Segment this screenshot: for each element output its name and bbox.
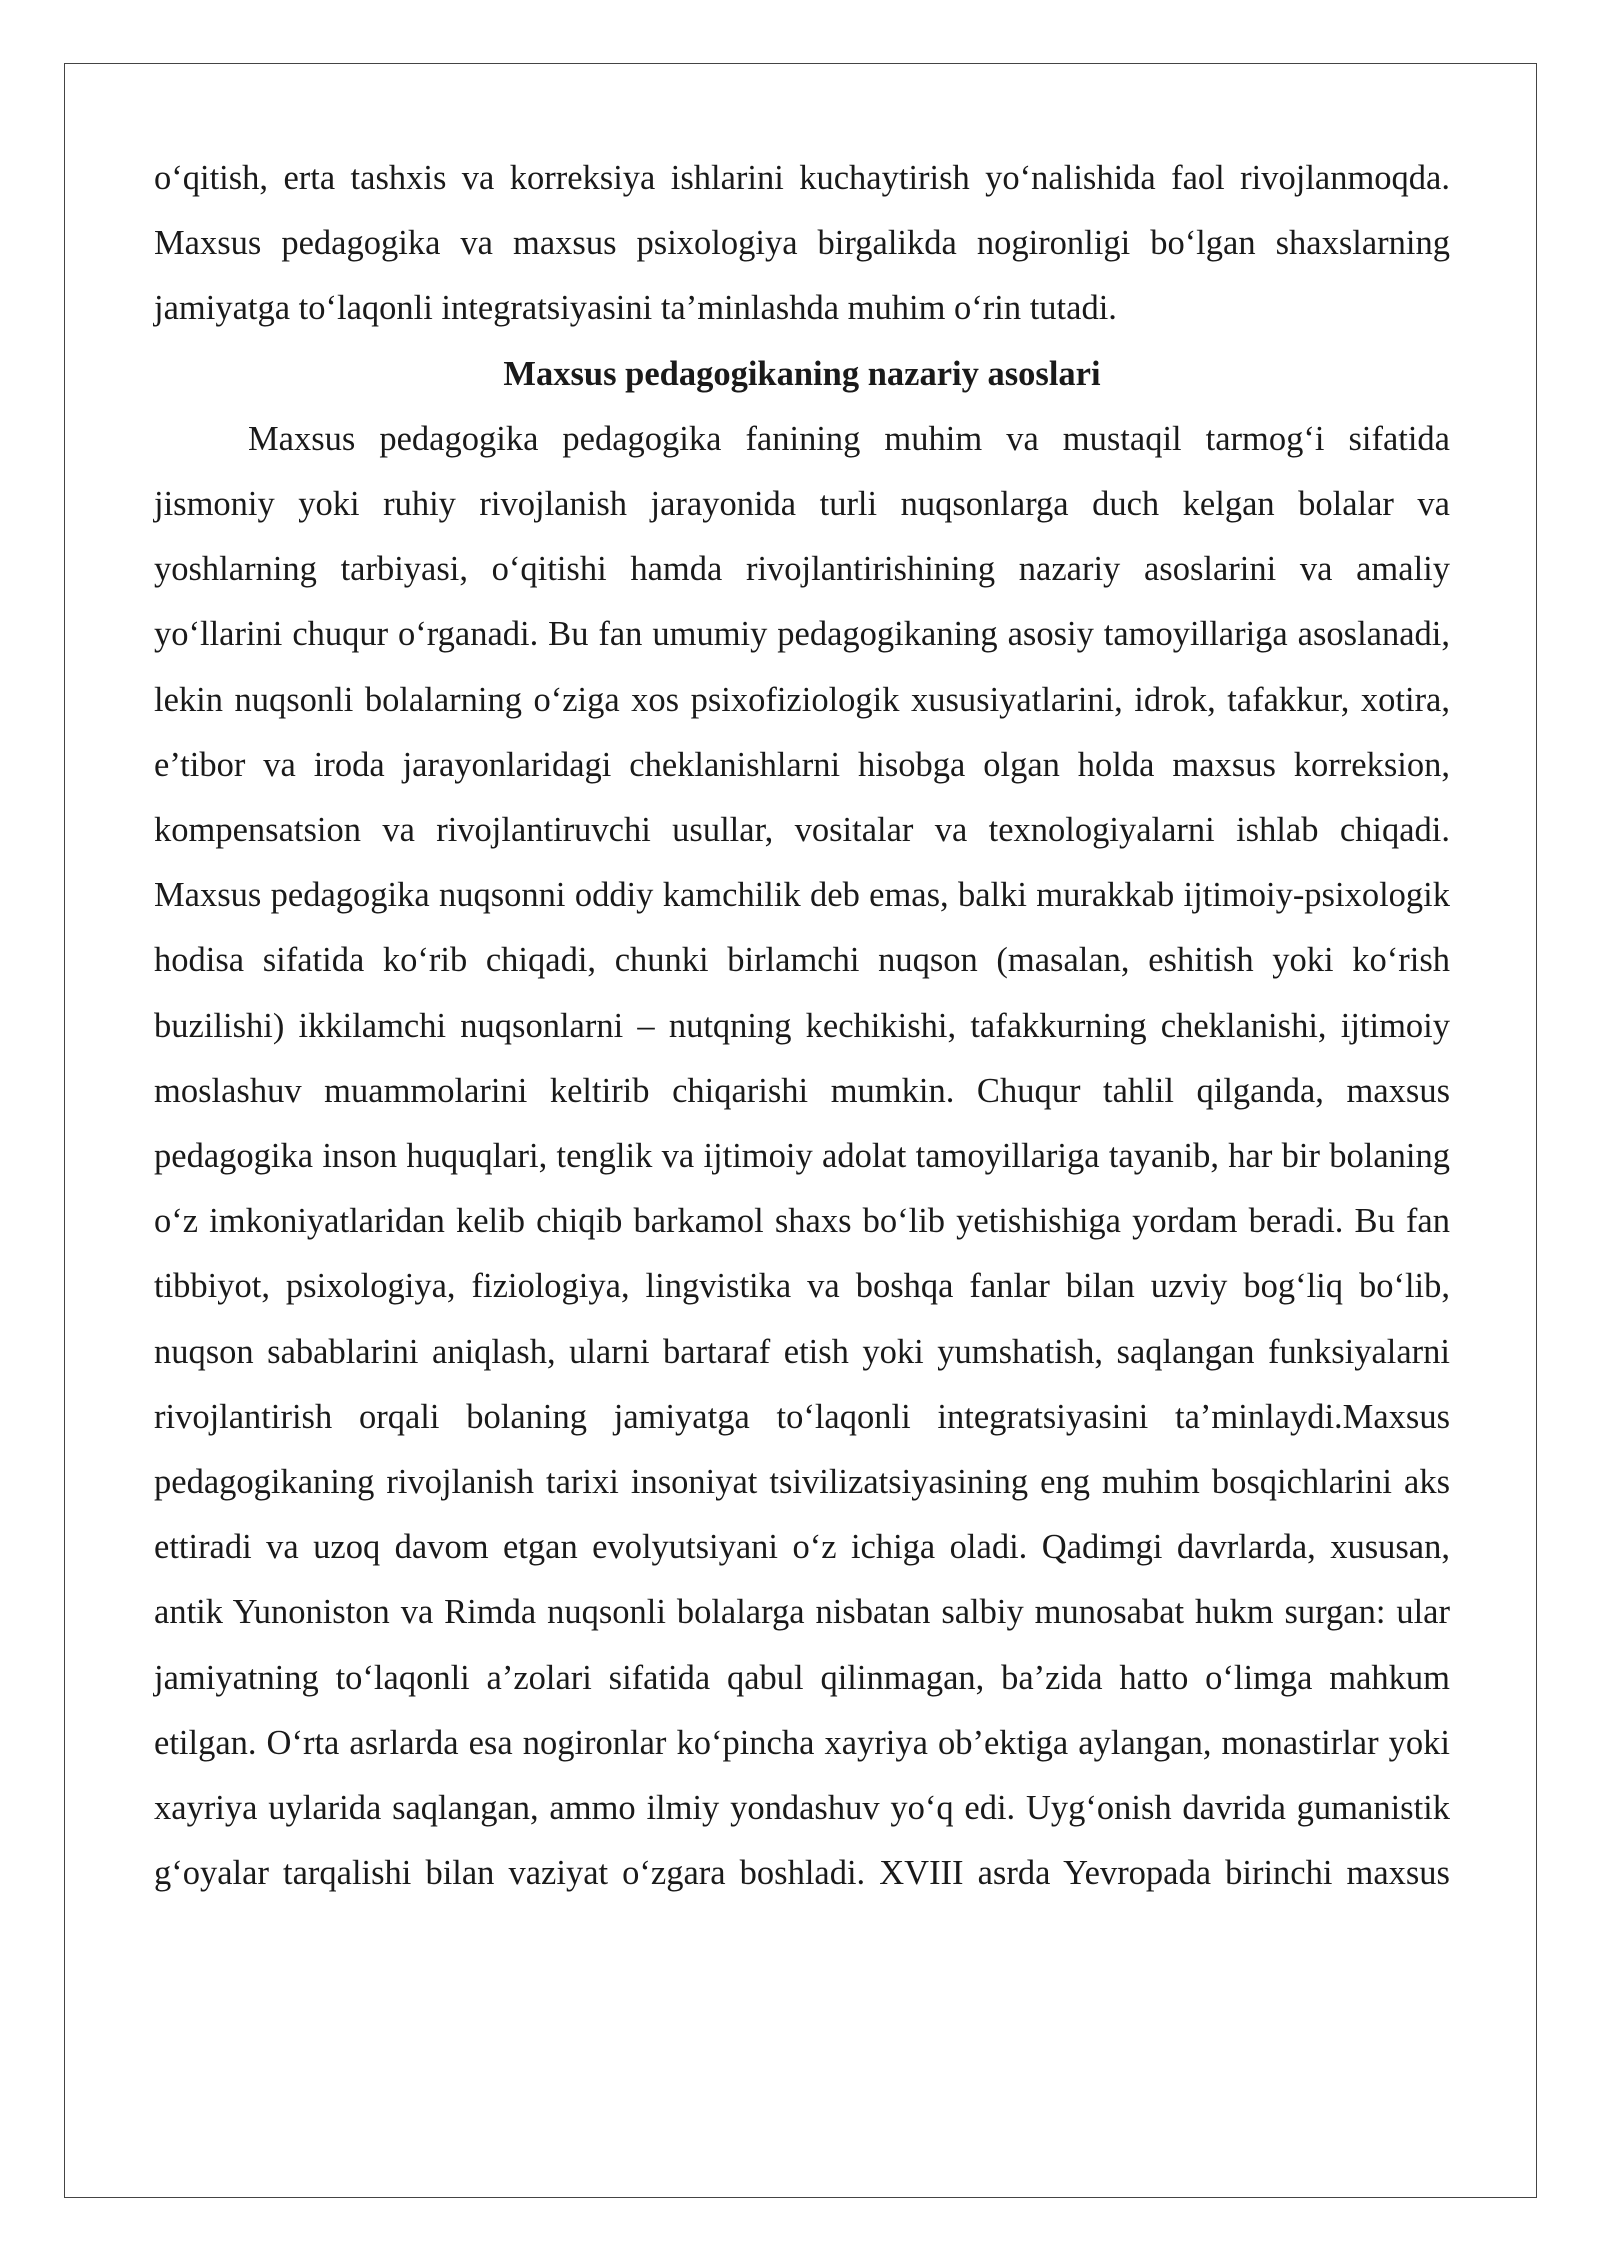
main-paragraph: Maxsus pedagogika pedagogika fanining muhim va mustaqil tarmog‘i sifatida jismoniy yoki ruhiy rivojlanish jarayonida turli nuqsonlarga duch kelgan bolalar va yoshlarning tarbiyasi, o‘qitishi hamda rivojlantirishining nazariy asoslarini va amaliy yo‘llarini chuqur o‘rganadi. Bu fan umumiy pedagogikaning asosiy tamoyillariga asoslanadi, lekin nuqsonli bolalarning o‘ziga xos psixofiziologik xususiyatlarini, idrok, tafakkur, xotira, e’tibor va iroda jarayonlaridagi cheklanishlarni hisobga olgan holda maxsus korreksion, kompensatsion va rivojlantiruvchi usullar, vositalar va texnologiyalarni ishlab chiqadi. Maxsus pedagogika nuqsonni oddiy kamchilik deb emas, balki murakkab ijtimoiy-psixologik hodisa sifatida ko‘rib chiqadi, chunki birlamchi nuqson (masalan, eshitish yoki ko‘rish buzilishi) ikkilamchi nuqsonlarni – nutqning kechikishi, tafakkurning cheklanishi, ijtimoiy moslashuv muammolarini keltirib chiqarishi mumkin. Chuqur tahlil qilganda, maxsus pedagogika inson huquqlari, tenglik va ijtimoiy adolat tamoyillariga tayanib, har bir bolaning o‘z imkoniyatlaridan kelib chiqib barkamol shaxs bo‘lib yetishishiga yordam beradi. Bu fan tibbiyot, psixologiya, fiziologiya, lingvistika va boshqa fanlar bilan uzviy bog‘liq bo‘lib, nuqson sabablarini aniqlash, ularni bartaraf etish yoki yumshatish, saqlangan funksiyalarni rivojlantirish orqali bolaning jamiyatga to‘laqonli integratsiyasini ta’minlaydi.Maxsus pedagogikaning rivojlanish tarixi insoniyat tsivilizatsiyasining eng muhim bosqichlarini aks ettiradi va uzoq davom etgan evolyutsiyani o‘z ichiga oladi. Qadimgi davrlarda, xususan, antik Yunoniston va Rimda nuqsonli bolalarga nisbatan salbiy munosabat hukm surgan: ular jamiyatning to‘laqonli a’zolari sifatida qabul qilinmagan, ba’zida hatto o‘limga mahkum etilgan. O‘rta asrlarda esa nogironlar ko‘pincha xayriya ob’ektiga aylangan, monastirlar yoki xayriya uylarida saqlangan, ammo ilmiy yondashuv yo‘q edi. Uyg‘onish davrida gumanistik g‘oyalar tarqalishi bilan vaziyat o‘zgara boshladi. XVIII asrda Yevropada birinchi maxsus <box>154 419 1450 1893</box>
continuation-paragraph: o‘qitish, erta tashxis va korreksiya ishlarini kuchaytirish yo‘nalishida faol rivojlanmoqda. Maxsus pedagogika va maxsus psixologiya birgalikda nogironligi bo‘lgan shaxslarning jamiyatga to‘laqonli integratsiyasini ta’minlashda muhim o‘rin tutadi. <box>154 159 1450 328</box>
section-heading: Maxsus pedagogikaning nazariy asoslari <box>503 354 1101 393</box>
page-body <box>154 146 1450 1906</box>
